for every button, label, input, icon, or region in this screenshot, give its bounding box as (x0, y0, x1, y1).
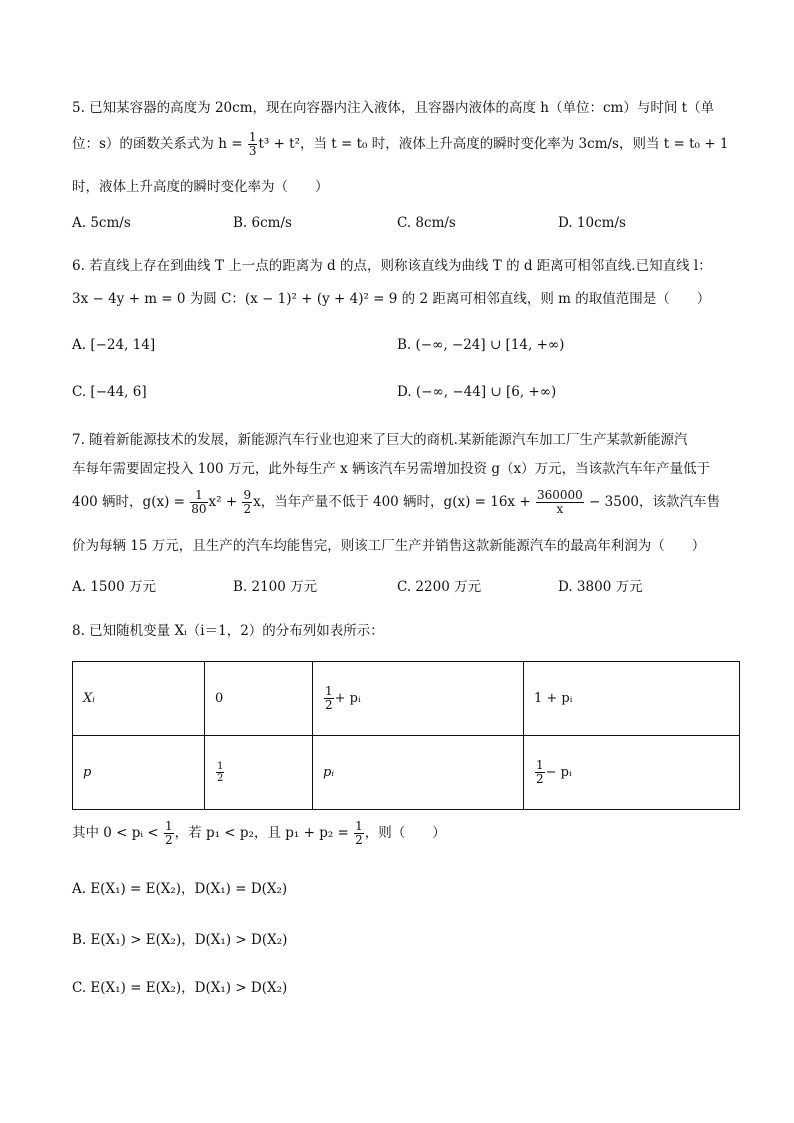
q6-option-a[interactable]: A. [−24, 14] (72, 337, 156, 353)
table-cell (73, 662, 205, 736)
q7-fraction-3 (536, 489, 584, 516)
q5-line-2-end: t³ + t²，当 t = t₀ 时，液体上升高度的瞬时变化率为 3cm/s，则当 t = t₀ + 1 (258, 136, 729, 152)
frac-den: 2 (165, 833, 173, 847)
frac-num: 1 (165, 819, 173, 833)
q5-option-b[interactable]: B. 6cm/s (233, 215, 292, 231)
frac-num: 1 (325, 684, 333, 698)
q6-option-d[interactable]: D. (−∞, −44] ∪ [6, +∞) (397, 384, 557, 400)
cell-half-minus-fraction (535, 759, 545, 786)
cell-pi: pᵢ (323, 765, 334, 780)
table-cell (73, 736, 205, 810)
q7-f1-den: 80 (191, 502, 207, 516)
q7-option-c[interactable]: C. 2200 万元 (397, 579, 482, 595)
q7-option-d[interactable]: D. 3800 万元 (558, 579, 643, 595)
q8-condition (72, 820, 446, 847)
q7-line-2: 车每年需要固定投入 100 万元，此外每生产 x 辆该汽车另需增加投资 g（x）万元，当该款汽车年产量低于 (72, 461, 711, 477)
frac-den: 2 (355, 833, 363, 847)
q7-fraction-1 (190, 489, 207, 516)
cell-plus-pi: + pᵢ (334, 691, 361, 706)
q5-option-a[interactable]: A. 5cm/s (72, 215, 131, 231)
table-cell (524, 736, 740, 810)
q5-line-1: 5. 已知某容器的高度为 20cm，现在向容器内注入液体，且容器内液体的高度 h（单位：cm）与时间 t（单 (72, 100, 715, 116)
q8-cond-fraction-1 (164, 820, 174, 847)
cell-xi: Xᵢ (83, 691, 95, 706)
q7-line-4: 价为每辆 15 万元，且生产的汽车均能售完，则该工厂生产并销售这款新能源汽车的最高年利润为（ ） (72, 538, 706, 554)
q7-line-3 (72, 489, 720, 516)
frac-den: 2 (325, 698, 333, 712)
frac-num: 1 (355, 819, 363, 833)
table-cell (313, 736, 524, 810)
q7-f2-den: 2 (243, 502, 252, 516)
q7-f2-num: 9 (243, 488, 252, 502)
frac-den: 2 (536, 772, 544, 786)
q7-fraction-2 (242, 489, 252, 516)
q5-frac-den: 3 (248, 144, 257, 158)
frac-num: 1 (536, 758, 544, 772)
q5-fraction (248, 131, 258, 158)
q8-option-b[interactable]: B. E(X₁) > E(X₂)，D(X₁) > D(X₂) (72, 932, 288, 948)
cell-minus-pi: − pᵢ (545, 765, 572, 780)
q8-cond-c: ，则（ ） (364, 825, 446, 841)
q6-line-1: 6. 若直线上存在到曲线 T 上一点的距离为 d 的点，则称该直线为曲线 T 的 d 距离可相邻直线.已知直线 l： (72, 258, 712, 274)
q5-line-3: 时，液体上升高度的瞬时变化率为（ ） (72, 179, 329, 195)
q5-line-2 (72, 131, 728, 158)
table-cell (205, 736, 313, 810)
q8-option-c[interactable]: C. E(X₁) = E(X₂)，D(X₁) > D(X₂) (72, 980, 288, 996)
q8-cond-b: ，若 p₁ < p₂，且 p₁ + p₂ = (174, 825, 354, 841)
cell-half-fraction (324, 685, 334, 712)
q7-f3-den: x (556, 502, 564, 516)
frac-num: 1 (217, 761, 224, 772)
table-cell (313, 662, 524, 736)
cell-one-plus-pi: 1 + pᵢ (534, 691, 573, 706)
q8-cond-fraction-2 (354, 820, 364, 847)
frac-den: 2 (217, 773, 224, 784)
cell-zero: 0 (215, 691, 224, 706)
q7-line-1: 7. 随着新能源技术的发展，新能源汽车行业也迎来了巨大的商机.某新能源汽车加工厂生产某款新能源汽 (72, 432, 688, 448)
cell-p: p (83, 765, 92, 780)
q7-option-b[interactable]: B. 2100 万元 (233, 579, 318, 595)
q7-option-a[interactable]: A. 1500 万元 (72, 579, 156, 595)
table-cell (524, 662, 740, 736)
table-row (73, 662, 740, 736)
q7-line-3-b: x² + (208, 494, 242, 510)
q7-line-3-c: x，当年产量不低于 400 辆时，g(x) = 16x + (253, 494, 535, 510)
q8-cond-a: 其中 0 < pᵢ < (72, 825, 164, 841)
q8-option-a[interactable]: A. E(X₁) = E(X₂)，D(X₁) = D(X₂) (72, 881, 288, 897)
q6-option-c[interactable]: C. [−44, 6] (72, 384, 147, 400)
cell-prob-half (216, 761, 224, 784)
q7-line-3-a: 400 辆时，g(x) = (72, 494, 190, 510)
q5-line-2-start: 位：s）的函数关系式为 h = (72, 136, 247, 152)
q5-frac-num: 1 (248, 130, 257, 144)
q7-f1-num: 1 (190, 489, 207, 503)
table-cell (205, 662, 313, 736)
q6-line-2: 3x − 4y + m = 0 为圆 C：(x − 1)² + (y + 4)² = 9 的 2 距离可相邻直线，则 m 的取值范围是（ ） (72, 291, 711, 307)
q5-option-d[interactable]: D. 10cm/s (558, 215, 626, 231)
q5-option-c[interactable]: C. 8cm/s (397, 215, 456, 231)
table-row (73, 736, 740, 810)
distribution-table (72, 661, 740, 810)
q6-option-b[interactable]: B. (−∞, −24] ∪ [14, +∞) (397, 337, 565, 353)
q7-f3-num: 360000 (536, 488, 583, 502)
q7-line-3-d: − 3500，该款汽车售 (584, 494, 721, 510)
q8-line-1: 8. 已知随机变量 Xᵢ（i＝1，2）的分布列如表所示： (72, 623, 384, 639)
